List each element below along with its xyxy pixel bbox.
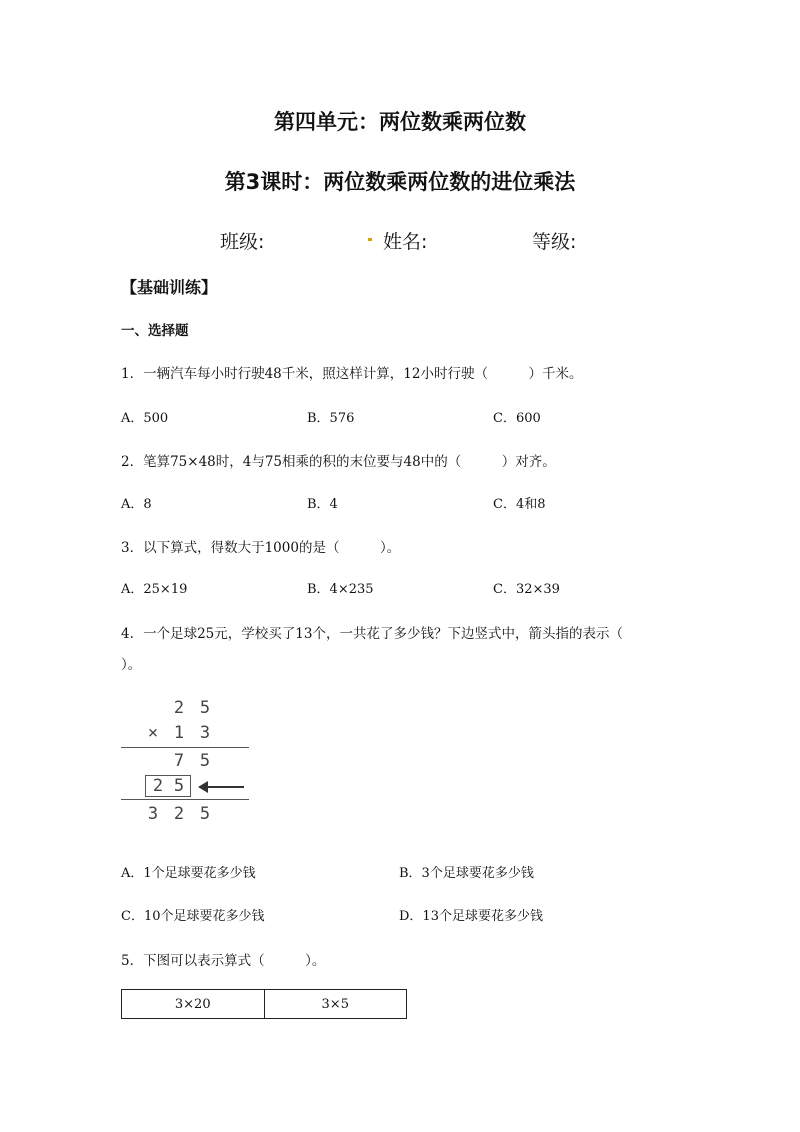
vertical-calculation xyxy=(118,698,253,828)
multiply-sign: × xyxy=(147,723,159,743)
question-4-line2: ）。 xyxy=(121,657,142,673)
unit-title: 第四单元：两位数乘两位数 xyxy=(274,110,526,134)
q2-option-c: C．4和8 xyxy=(493,497,546,512)
arrow-shaft xyxy=(204,786,244,788)
question-5: 5．下图可以表示算式（ ）。 xyxy=(121,953,326,969)
calc-digit: 1 xyxy=(173,723,185,743)
model-cell: 3×5 xyxy=(264,990,407,1019)
section-title: 【基础训练】 xyxy=(121,278,218,297)
section-subtitle: 一、选择题 xyxy=(121,323,189,339)
q2-option-a: A．8 xyxy=(121,497,152,512)
calc-digit: 3 xyxy=(147,804,159,824)
name-label: 姓名: xyxy=(383,231,428,253)
question-2: 2．笔算75×48时，4与75相乘的积的末位要与48中的（ ）对齐。 xyxy=(121,454,556,470)
q4-option-c: C．10个足球要花多少钱 xyxy=(121,909,265,924)
class-label: 班级: xyxy=(220,231,265,253)
q2-option-b: B．4 xyxy=(307,497,338,512)
question-4-line1: 4．一个足球25元，学校买了13个，一共花了多少钱？下边竖式中，箭头指的表示（ xyxy=(121,626,623,642)
q1-option-b: B．576 xyxy=(307,411,355,426)
calc-digit: 3 xyxy=(199,723,211,743)
q4-option-b: B．3个足球要花多少钱 xyxy=(399,866,534,881)
grade-label: 等级: xyxy=(532,231,577,253)
calc-digit: 2 xyxy=(173,698,185,718)
calc-digit: 2 xyxy=(152,776,164,796)
calc-digit: 7 xyxy=(173,751,185,771)
q4-option-a: A．1个足球要花多少钱 xyxy=(121,866,256,881)
question-3: 3．以下算式，得数大于1000的是（ ）。 xyxy=(121,540,401,556)
q3-option-c: C．32×39 xyxy=(493,582,560,597)
question-1: 1．一辆汽车每小时行驶48千米，照这样计算，12小时行驶（ ）千米。 xyxy=(121,366,583,382)
calc-digit: 5 xyxy=(199,751,211,771)
decorative-dot xyxy=(368,238,372,241)
q3-option-b: B．4×235 xyxy=(307,582,374,597)
q4-option-d: D．13个足球要花多少钱 xyxy=(399,909,543,924)
lesson-title: 第3课时：两位数乘两位数的进位乘法 xyxy=(224,170,576,194)
q3-option-a: A．25×19 xyxy=(121,582,188,597)
area-model-table xyxy=(121,989,407,1019)
calc-digit: 5 xyxy=(199,698,211,718)
calc-digit: 5 xyxy=(173,776,185,796)
q1-option-c: C．600 xyxy=(493,411,541,426)
calc-digit: 5 xyxy=(199,804,211,824)
calc-digit: 2 xyxy=(173,804,185,824)
calc-rule xyxy=(121,747,249,748)
q1-option-a: A．500 xyxy=(121,411,169,426)
model-cell: 3×20 xyxy=(122,990,265,1019)
calc-rule xyxy=(121,799,249,800)
